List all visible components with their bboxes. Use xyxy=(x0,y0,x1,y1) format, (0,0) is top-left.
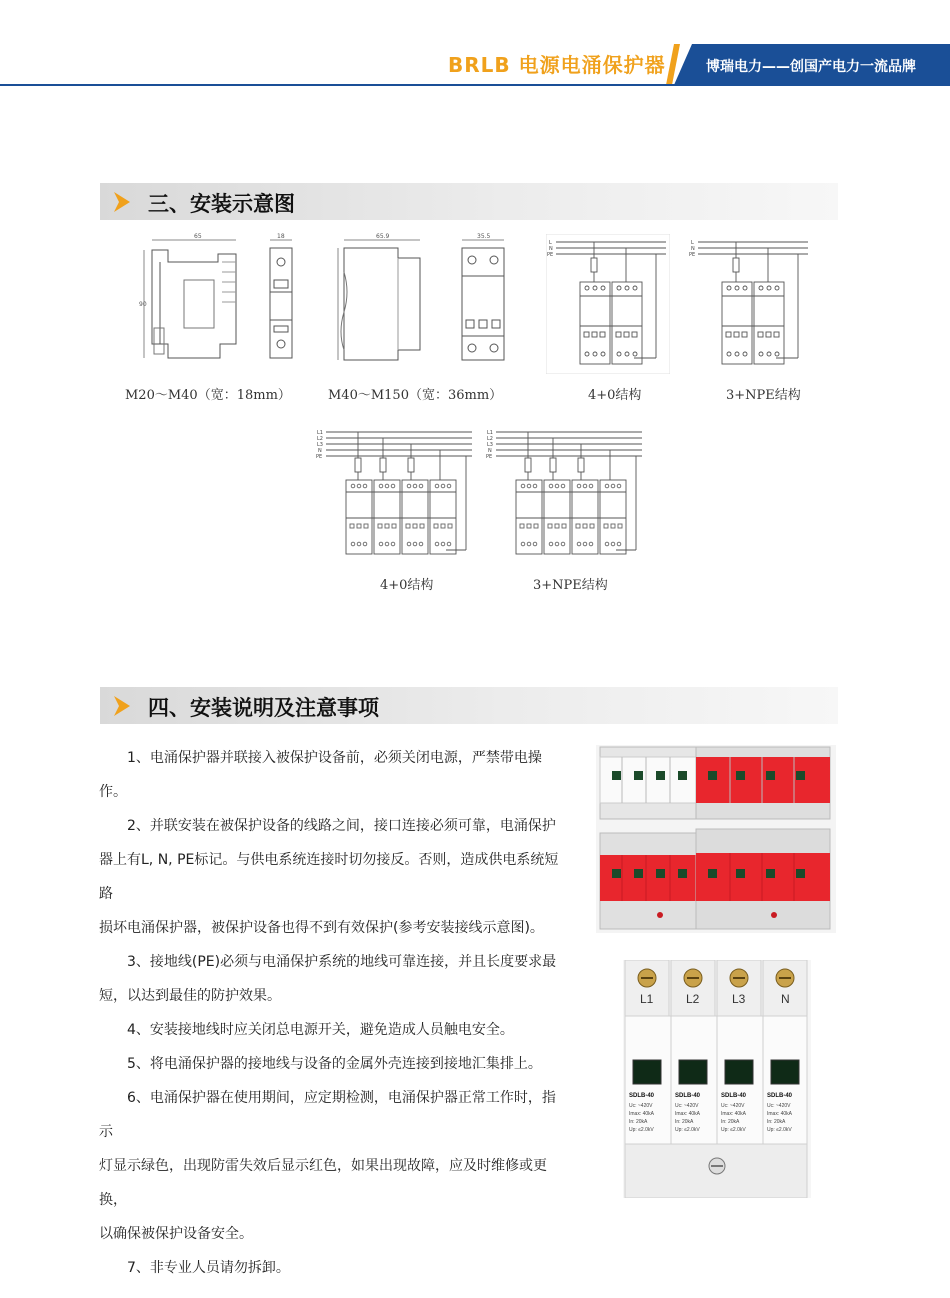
header-title: BRLB 电源电涌保护器 xyxy=(448,53,666,77)
model-label: SDLB-40 xyxy=(721,1093,747,1099)
pole-label: L1 xyxy=(640,992,654,1006)
note-line: 4、安装接地线时应关闭总电源开关，避免造成人员触电安全。 xyxy=(127,1022,514,1038)
spec-line: Up: ≤2.0kV xyxy=(721,1127,746,1133)
wire-label-n: N xyxy=(549,246,553,252)
wiring-diagram-single-3-npe xyxy=(688,234,812,374)
wire-label-pe: PE xyxy=(486,454,493,460)
product-photo-spd-group xyxy=(596,745,836,933)
spec-block xyxy=(675,1102,700,1134)
wire-label-pe: PE xyxy=(689,252,696,258)
spec-line: Up: ≤2.0kV xyxy=(767,1127,792,1133)
section-bar-installation-notes xyxy=(100,687,838,724)
spec-line: In: 20kA xyxy=(721,1119,740,1125)
wire-label-pe: PE xyxy=(547,252,554,258)
spec-line: Imax: 40kA xyxy=(629,1111,655,1117)
pole-label: L3 xyxy=(732,992,746,1006)
model-label: SDLB-40 xyxy=(629,1093,655,1099)
model-label: SDLB-40 xyxy=(675,1093,701,1099)
chevron-right-icon xyxy=(112,190,132,214)
wire-label-l3: L3 xyxy=(487,442,493,448)
spec-line: Up: ≤2.0kV xyxy=(675,1127,700,1133)
note-line: 以确保被保护设备安全。 xyxy=(99,1226,253,1242)
note-line: 损坏电涌保护器，被保护设备也得不到有效保护(参考安装接线示意图)。 xyxy=(99,920,544,936)
section-title: 三、安装示意图 xyxy=(148,192,295,216)
wire-label-l1: L1 xyxy=(487,430,493,436)
wire-label-n: N xyxy=(691,246,695,252)
note-line: 2、并联安装在被保护设备的线路之间，接口连接必须可靠，电涌保护 xyxy=(127,818,556,834)
note-line: 灯显示绿色，出现防雷失效后显示红色，如果出现故障，应及时维修或更换， xyxy=(99,1158,547,1208)
dim-65: 65 xyxy=(194,233,202,240)
chevron-right-icon xyxy=(112,694,132,718)
wire-label-l: L xyxy=(549,240,552,246)
wire-label-pe: PE xyxy=(316,454,323,460)
caption-single-4-0: 4+0结构 xyxy=(588,388,642,403)
spec-line: Up: ≤2.0kV xyxy=(629,1127,654,1133)
caption-m40-m150: M40～M150（宽：36mm） xyxy=(328,388,503,403)
spec-line: Imax: 40kA xyxy=(721,1111,747,1117)
wire-label-l2: L2 xyxy=(317,436,323,442)
note-line: 器上有L, N, PE标记。与供电系统连接时切勿接反。否则，造成供电系统短路 xyxy=(99,852,559,902)
spec-line: Uc: ~420V xyxy=(675,1103,699,1109)
wire-label-n: N xyxy=(318,448,322,454)
note-line: 3、接地线(PE)必须与电涌保护系统的地线可靠连接，并且长度要求最 xyxy=(127,954,557,970)
product-photo-sdlb-40 xyxy=(623,960,811,1198)
note-line: 6、电涌保护器在使用期间，应定期检测，电涌保护器正常工作时，指示 xyxy=(99,1090,556,1140)
spec-block xyxy=(721,1102,746,1134)
note-line: 1、电涌保护器并联接入被保护设备前，必须关闭电源，严禁带电操作。 xyxy=(99,750,542,800)
dim-65-9: 65.9 xyxy=(376,233,390,240)
header-slogan: 博瑞电力——创国产电力一流品牌 xyxy=(706,59,916,75)
wire-label-l3: L3 xyxy=(317,442,323,448)
wiring-diagram-single-4-0 xyxy=(546,234,670,374)
caption-three-3-npe: 3+NPE结构 xyxy=(533,578,608,593)
wiring-diagram-three-3-npe xyxy=(486,426,646,558)
caption-three-4-0: 4+0结构 xyxy=(380,578,434,593)
spec-line: Imax: 40kA xyxy=(767,1111,793,1117)
diagram-m20-m40 xyxy=(138,232,308,372)
header-divider xyxy=(0,84,950,86)
spec-block xyxy=(767,1102,792,1134)
note-line: 短，以达到最佳的防护效果。 xyxy=(99,988,281,1004)
dim-90: 90 xyxy=(139,301,147,308)
wiring-diagram-three-4-0 xyxy=(316,426,476,558)
caption-m20-m40: M20～M40（宽：18mm） xyxy=(125,388,291,403)
wire-label-l: L xyxy=(691,240,694,246)
wire-label-l1: L1 xyxy=(317,430,323,436)
diagram-m40-m150 xyxy=(336,232,516,372)
spec-line: Uc: ~420V xyxy=(767,1103,791,1109)
pole-label: N xyxy=(781,992,790,1006)
note-line: 5、将电涌保护器的接地线与设备的金属外壳连接到接地汇集排上。 xyxy=(127,1056,542,1072)
section-title: 四、安装说明及注意事项 xyxy=(148,696,379,720)
wire-label-n: N xyxy=(488,448,492,454)
caption-single-3-npe: 3+NPE结构 xyxy=(726,388,801,403)
spec-line: In: 20kA xyxy=(629,1119,648,1125)
spec-line: In: 20kA xyxy=(767,1119,786,1125)
dim-35-5: 35.5 xyxy=(477,233,491,240)
section-bar-installation-diagram xyxy=(100,183,838,220)
spec-block xyxy=(629,1102,654,1134)
model-label: SDLB-40 xyxy=(767,1093,793,1099)
installation-notes xyxy=(99,741,562,1285)
note-line: 7、非专业人员请勿拆卸。 xyxy=(127,1260,290,1276)
spec-line: Uc: ~420V xyxy=(721,1103,745,1109)
spec-line: Imax: 40kA xyxy=(675,1111,701,1117)
wire-label-l2: L2 xyxy=(487,436,493,442)
spec-line: Uc: ~420V xyxy=(629,1103,653,1109)
spec-line: In: 20kA xyxy=(675,1119,694,1125)
page-header xyxy=(0,0,950,90)
dim-18: 18 xyxy=(277,233,285,240)
pole-label: L2 xyxy=(686,992,700,1006)
